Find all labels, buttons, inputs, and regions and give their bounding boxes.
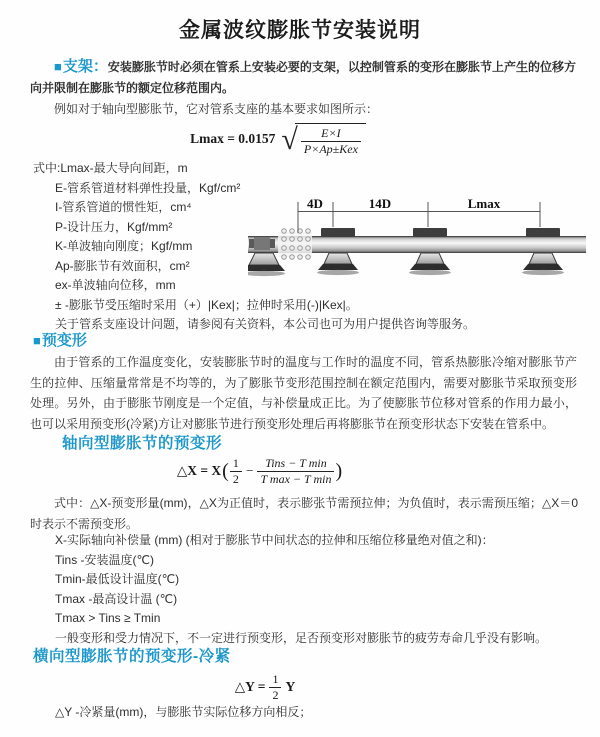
axial-item: Tmax > Tins ≥ Tmin [55, 611, 161, 625]
axial-item: Tmax -最高设计温 (℃) [55, 591, 178, 606]
service-note: 关于管系支座设计问题，请参阅有关资料，本公司也可为用户提供咨询等服务。 [55, 317, 476, 331]
lmax-radicand [295, 123, 366, 155]
one-half-fraction [230, 457, 242, 485]
radical-sign [281, 123, 365, 155]
support-intro-text: 安装膨胀节时必须在管系上安装必要的支架，以控制管系的变形在膨胀节上产生的位移方向并限制在膨胀节的额定位移范围内。 [30, 60, 576, 95]
open-paren: ( [222, 460, 229, 483]
axial-item: X-实际轴向补偿量 (mm) (相对于膨胀节中间状态的拉伸和压缩位移量绝对值之和)： [55, 533, 494, 547]
temp-denominator: T max − T min [260, 471, 332, 486]
lmax-formula [190, 123, 366, 155]
temperature-fraction [257, 457, 334, 485]
axial-items-list [55, 531, 575, 648]
axial-formula-lhs: △X = X [176, 463, 222, 479]
definition-item: ex-单波轴向位移，mm [55, 278, 176, 292]
definition-item: I-管系管道的惯性矩，cm⁴ [55, 200, 192, 214]
lateral-formula-row [0, 673, 565, 701]
bellows-coil [278, 229, 312, 260]
predeform-section-heading: 预变形 [41, 332, 87, 349]
dim-label-lmax: Lmax [467, 196, 501, 211]
minus-sign: − [245, 463, 254, 479]
definition-item: K-单波轴向刚度；Kgf/mm [55, 239, 193, 253]
support-example-line: 例如对于轴向型膨胀节，它对管系支座的基本要求如图所示： [54, 102, 379, 116]
definition-item: E-管系管道材料弹性投量，Kgf/cm² [55, 180, 241, 195]
section-square-icon: ■ [54, 59, 62, 74]
axial-predeform-heading: 轴向型膨胀节的预变形 [62, 435, 223, 452]
pipe-support-diagram [248, 196, 598, 291]
axial-note: 一般变形和受力情况下，不一定进行预变形，足否预变形对膨胀节的疲劳寿命几乎没有影响。 [55, 630, 548, 645]
support-section-heading: 支架： [62, 58, 108, 75]
definition-item: 式中:Lmax-最大导向间距，m [33, 161, 188, 175]
close-paren: ) [335, 460, 343, 483]
dim-label-14d: 14D [368, 196, 392, 211]
lateral-note: △Y -冷紧量(mm)，与膨胀节实际位移方向相反； [55, 705, 312, 719]
sqrt-icon: √ [281, 123, 298, 157]
axial-formula-explain: 式中：△X-预变形量(mm)，△X为正值时，表示膨张节需预拉伸；为负值时，表示需预压缩；△X＝0时表示不需预变形。 [30, 496, 578, 531]
axial-item: Tmin-最低设计温度(℃) [55, 572, 180, 586]
half-denominator: 2 [272, 687, 279, 702]
half-numerator: 1 [269, 673, 281, 688]
half-numerator: 1 [230, 457, 242, 472]
lmax-fraction-numerator: E×I [301, 127, 361, 142]
page-title: 金属波纹膨胀节安装说明 [179, 19, 421, 42]
axial-formula [177, 457, 343, 485]
lateral-predeform-heading: 横向型膨胀节的预变形-冷紧 [33, 648, 231, 665]
temp-numerator: Tins − T min [257, 457, 334, 472]
dim-label-4d: 4D [307, 196, 323, 211]
lateral-formula-lhs: △Y = [234, 679, 266, 695]
plus-minus-note: ± -膨胀节受压缩时采用（+）|Kex|；拉伸时采用(-)|Kex|。 [55, 297, 358, 312]
support-intro-paragraph [30, 56, 576, 99]
lateral-formula [235, 673, 295, 701]
lmax-formula-lhs: Lmax = 0.0157 [190, 131, 276, 147]
lmax-fraction [301, 127, 361, 155]
axial-formula-row [0, 457, 560, 485]
one-half-fraction [269, 673, 281, 701]
lmax-fraction-denominator: P×Ap±Kex [303, 141, 358, 156]
definition-item: P-设计压力，Kgf/mm² [55, 219, 173, 234]
lateral-formula-rhs: Y [285, 679, 296, 695]
predeform-section-heading-row [33, 329, 87, 350]
section-square-icon: ■ [33, 333, 41, 348]
definition-item: Ap-膨胀节有效面积，cm² [55, 258, 190, 273]
predeform-paragraph: 由于管系的工作温度变化，安装膨胀节时的温度与工作时的温度不同，管系热膨胀冷缩对膨胀节产生的拉伸、压缩量常常是不均等的，为了膨胀节变形范围控制在额定范围内，需要对膨胀节采取预变形处理。另外，由于膨胀节刚度是一个定值，与补偿量成正比。为了使膨胀节位移对管系的作用力最小，也可以采用预变形(冷紧)方让对膨胀节进行预变形处理后再将膨胀节在预变形状态下安装在管系中。 [30, 355, 577, 431]
half-denominator: 2 [232, 471, 239, 486]
lmax-formula-row [0, 123, 578, 155]
axial-item: Tins -安装温度(℃) [55, 552, 155, 567]
